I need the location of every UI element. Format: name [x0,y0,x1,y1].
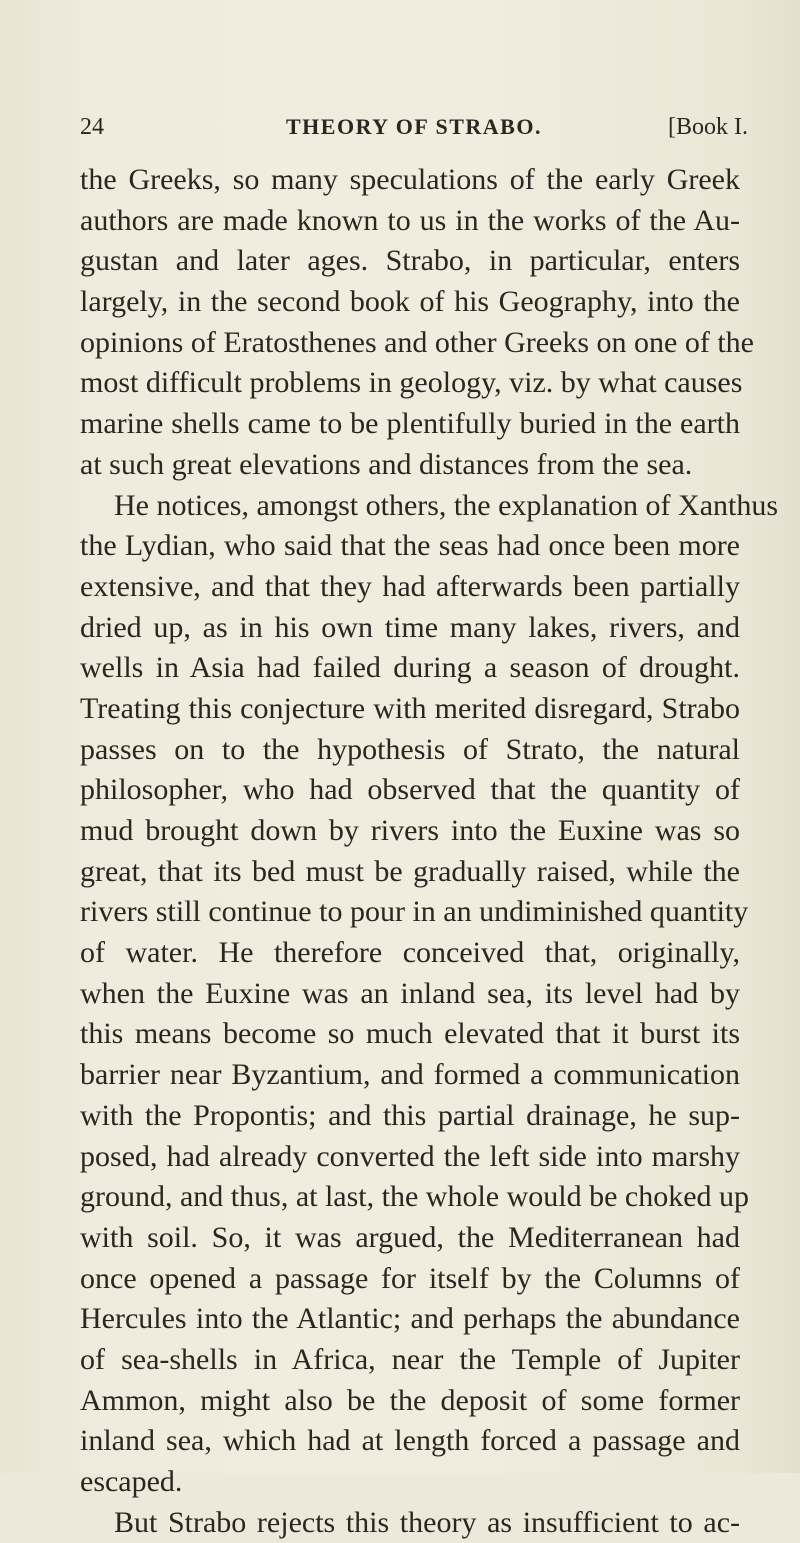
text-line: passes on to the hypothesis of Strato, the natural [80,732,740,766]
text-line: wells in Asia had failed during a season of drought. [80,651,740,685]
text-line: Hercules into the Atlantic; and perhaps the abundance [80,1302,740,1336]
body-text [80,160,779,1543]
text-line: of water. He therefore conceived that, originally, [80,936,740,970]
text-line: largely, in the second book of his Geography, into the [80,285,740,319]
page-number: 24 [80,114,104,140]
text-line: barrier near Byzantium, and formed a communication [80,1058,740,1092]
text-line: inland sea, which had at length forced a passage and [80,1424,740,1458]
text-line: gustan and later ages. Strabo, in particular, enters [80,244,740,278]
text-line: of sea-shells in Africa, near the Temple of Jupiter [80,1342,740,1376]
text-line: opinions of Eratosthenes and other Greeks on one of the [80,325,754,359]
text-line: Ammon, might also be the deposit of some former [80,1383,740,1417]
text-line: rivers still continue to pour in an undiminished quantity [80,895,749,929]
text-line: Treating this conjecture with merited disregard, Strabo [80,691,740,725]
paragraph-start-line: But Strabo rejects this theory as insufficient to ac- [114,1505,740,1539]
paragraph-start-line: He notices, amongst others, the explanation of Xanthus [114,488,779,522]
text-line: the Greeks, so many speculations of the early Greek [80,163,740,196]
text-line: at such great elevations and distances from the sea. [80,447,693,481]
text-line: great, that its bed must be gradually raised, while the [80,854,740,888]
running-title: THEORY OF STRABO. [286,114,542,139]
text-line: escaped. [80,1465,183,1498]
text-line: dried up, as in his own time many lakes, rivers, and [80,610,740,644]
book-label: [Book I. [668,114,748,140]
text-line: ground, and thus, at last, the whole would be choked up [80,1180,750,1214]
text-line: once opened a passage for itself by the Columns of [80,1261,740,1295]
text-line: most difficult problems in geology, viz. by what causes [80,366,743,400]
text-line: mud brought down by rivers into the Euxine was so [80,814,740,847]
text-line: with soil. So, it was argued, the Mediterranean had [80,1220,740,1254]
text-line: with the Propontis; and this partial drainage, he sup- [80,1098,740,1132]
text-line: philosopher, who had observed that the quantity of [80,773,740,807]
text-line: extensive, and that they had afterwards been partially [80,569,740,603]
running-head [80,110,748,144]
text-line: this means become so much elevated that it burst its [80,1017,740,1051]
text-line: the Lydian, who said that the seas had once been more [80,529,740,563]
text-line: marine shells came to be plentifully buried in the earth [80,407,740,441]
text-line: authors are made known to us in the works of the Au- [80,203,740,237]
text-line: when the Euxine was an inland sea, its level had by [80,976,740,1010]
text-line: posed, had already converted the left side into marshy [80,1139,740,1173]
